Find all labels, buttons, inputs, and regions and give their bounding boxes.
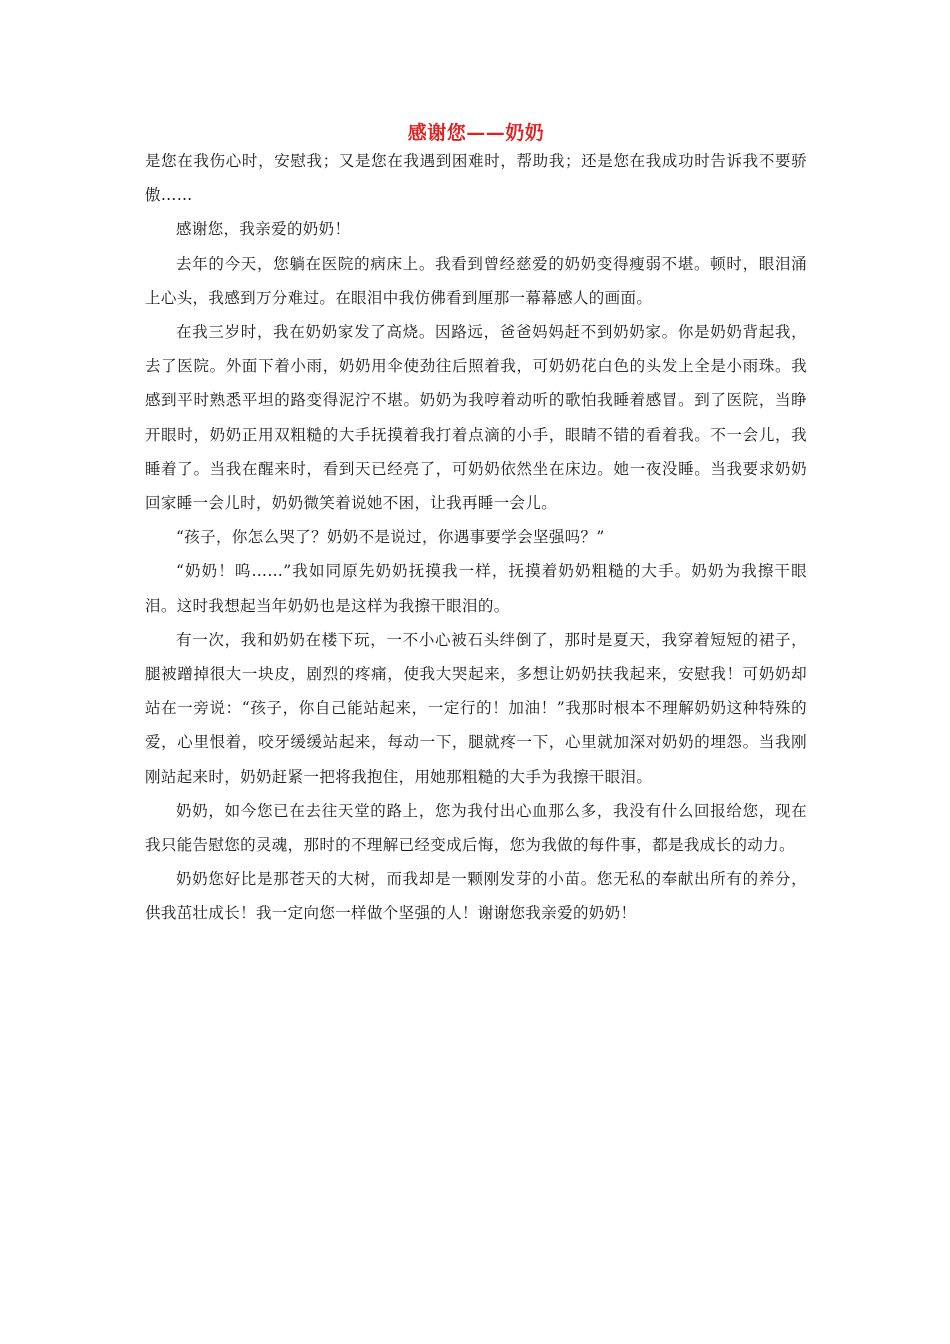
paragraph-fall-memory: 有一次，我和奶奶在楼下玩，一不小心被石头绊倒了，那时是夏天，我穿着短短的裙子，腿被蹭掉很大一块皮，剧烈的疼痛，使我大哭起来，多想让奶奶扶我起来，安慰我！可奶奶却站在一旁说：“孩子，你自己能站起来，一定行的！加油！”我那时根本不理解奶奶这种特殊的爱，心里恨着，咬牙缓缓站起来，每动一下，腿就疼一下，心里就加深对奶奶的埋怨。当我刚刚站起来时，奶奶赶紧一把将我抱住，用她那粗糙的大手为我擦干眼泪。 [145,630,807,786]
paragraph-heaven: 奶奶，如今您已在去往天堂的路上，您为我付出心血那么多，我没有什么回报给您，现在我只能告慰您的灵魂，那时的不理解已经变成后悔，您为我做的每件事，都是我成长的动力。 [145,801,807,855]
paragraph-fever-memory: 在我三岁时，我在奶奶家发了高烧。因路远，爸爸妈妈赶不到奶奶家。你是奶奶背起我，去了医院。外面下着小雨，奶奶用伞使劲往后照着我，可奶奶花白色的头发上全是小雨珠。我感到平时熟悉平坦的路变得泥泞不堪。奶奶为我哼着动听的歌怕我睡着感冒。到了医院，当睁开眼时，奶奶正用双粗糙的大手抚摸着我打着点滴的小手，眼睛不错的看着我。不一会儿，我睡着了。当我在醒来时，看到天已经亮了，可奶奶依然坐在床边。她一夜没睡。当我要求奶奶回家睡一会儿时，奶奶微笑着说她不困，让我再睡一会儿。 [145,323,807,513]
paragraph-thanks: 感谢您，我亲爱的奶奶！ [176,220,351,239]
document-page [145,118,807,931]
paragraph-grandma-quote: “孩子，你怎么哭了？奶奶不是说过，你遇事要学会坚强吗？” [176,528,605,547]
paragraph-opening: 是您在我伤心时，安慰我；又是您在我遇到困难时，帮助我；还是您在我成功时告诉我不要骄傲…… [145,152,807,205]
paragraph-wiping-tears: “奶奶！呜……”我如同原先奶奶抚摸我一样，抚摸着奶奶粗糙的大手。奶奶为我擦干眼泪。这时我想起当年奶奶也是这样为我擦干眼泪的。 [145,562,807,615]
paragraph-closing: 奶奶您好比是那苍天的大树，而我却是一颗刚发芽的小苗。您无私的奉献出所有的养分，供我茁壮成长！我一定向您一样做个坚强的人！谢谢您我亲爱的奶奶！ [145,870,807,923]
document-title: 感谢您——奶奶 [407,122,545,144]
paragraph-hospital: 去年的今天，您躺在医院的病床上。我看到曾经慈爱的奶奶变得瘦弱不堪。顿时，眼泪涌上心头，我感到万分难过。在眼泪中我仿佛看到厘那一幕幕感人的画面。 [145,254,807,307]
